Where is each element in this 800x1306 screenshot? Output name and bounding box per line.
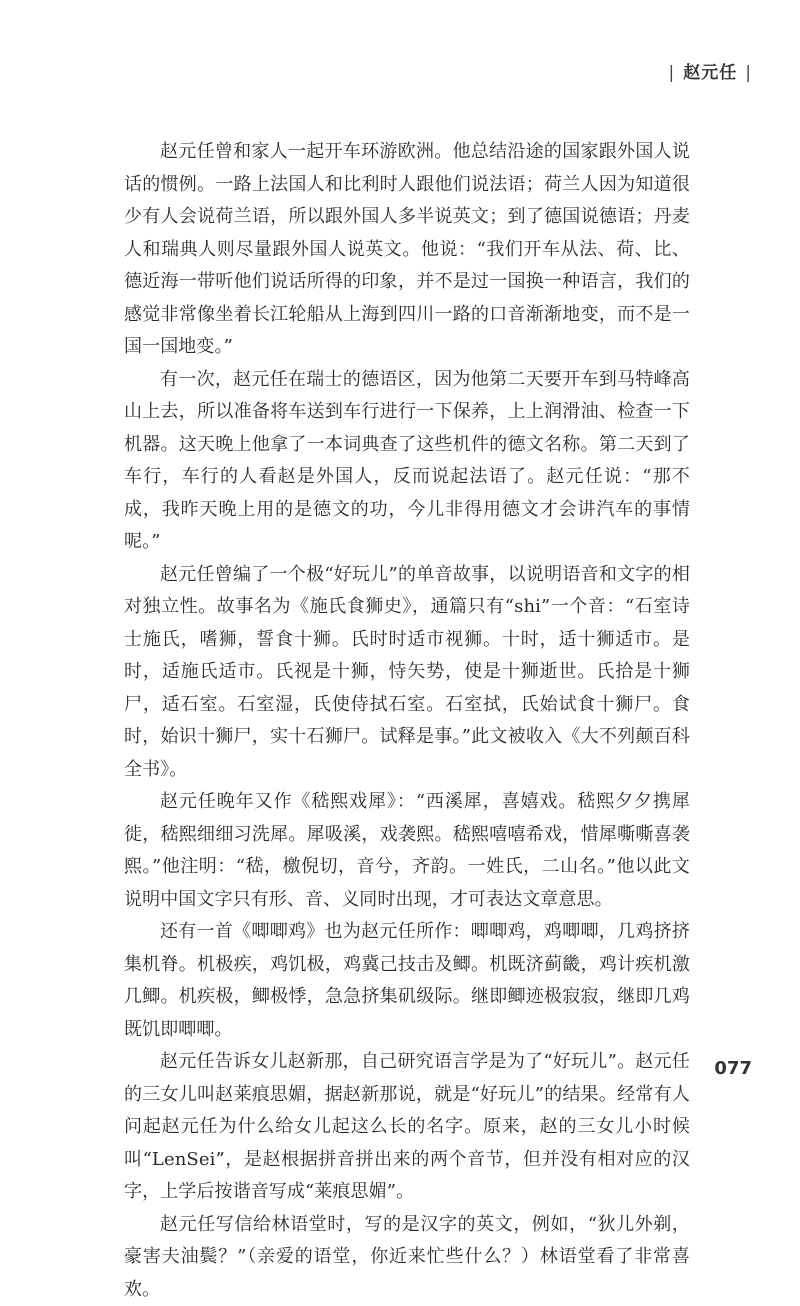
paragraph-swiss-garage: 有一次，赵元任在瑞士的德语区，因为他第二天要开车到马特峰高山上去，所以准备将车送到车行进行一下保养，上上润滑油、检查一下机器。这天晚上他拿了一本词典查了这些机件的德文名称。第二天到了车行，车行的人看赵是外国人，反而说起法语了。赵元任说：“那不成，我昨天晚上用的是德文的功，今儿非得用德文才会讲汽车的事情呢。”	[124, 364, 690, 559]
header-bar-left: |	[661, 63, 684, 83]
paragraph-chicken-poem: 还有一首《唧唧鸡》也为赵元任所作：唧唧鸡，鸡唧唧，几鸡挤挤集机脊。机极疾，鸡饥极，鸡冀己技击及鲫。机既济蓟畿，鸡计疾机激几鲫。机疾极，鲫极悸，急急挤集矶级际。继即鲫迹极寂寂，继即几鸡既饥即唧唧。	[124, 916, 690, 1046]
page-number: 077	[714, 1058, 752, 1079]
paragraph-lion-story: 赵元任曾编了一个极“好玩儿”的单音故事，以说明语音和文字的相对独立性。故事名为《施氏食狮史》，通篇只有“shi”一个音：“石室诗士施氏，嗜狮，誓食十狮。氏时时适市视狮。十时，适十狮适市。是时，适施氏适市。氏视是十狮，恃矢势，使是十狮逝世。氏拾是十狮尸，适石室。石室湿，氏使侍拭石室。石室拭，氏始试食十狮尸。食时，始识十狮尸，实十石狮尸。试释是事。”此文被收入《大不列颠百科全书》。	[124, 559, 690, 787]
paragraph-daughter-name: 赵元任告诉女儿赵新那，自己研究语言学是为了“好玩儿”。赵元任的三女儿叫赵莱痕思媚，据赵新那说，就是“好玩儿”的结果。经常有人问起赵元任为什么给女儿起这么长的名字。原来，赵的三女儿小时候叫“LenSei”，是赵根据拼音拼出来的两个音节，但并没有相对应的汉字，上学后按谐音写成“莱痕思媚”。	[124, 1046, 690, 1209]
paragraph-europe-trip: 赵元任曾和家人一起开车环游欧洲。他总结沿途的国家跟外国人说话的惯例。一路上法国人和比利时人跟他们说法语；荷兰人因为知道很少有人会说荷兰语，所以跟外国人多半说英文；到了德国说德语；丹麦人和瑞典人则尽量跟外国人说英文。他说：“我们开车从法、荷、比、德近海一带听他们说话所得的印象，并不是过一国换一种语言，我们的感觉非常像坐着长江轮船从上海到四川一路的口音渐渐地变，而不是一国一国地变。”	[124, 136, 690, 364]
header-bar-right: |	[737, 63, 760, 83]
chapter-title: 赵元任	[683, 63, 737, 83]
running-header	[661, 58, 760, 83]
paragraph-rhino-story: 赵元任晚年又作《嵇熙戏犀》：“西溪犀，喜嬉戏。嵇熙夕夕携犀徙，嵇熙细细习洗犀。犀吸溪，戏袭熙。嵇熙嘻嘻希戏，惜犀嘶嘶喜袭熙。”他注明：“嵇，檄倪切，音兮，齐韵。一姓氏，二山名。”他以此文说明中国文字只有形、音、义同时出现，才可表达文章意思。	[124, 786, 690, 916]
body-text	[124, 136, 690, 1306]
paragraph-letter-lin-yutang: 赵元任写信给林语堂时，写的是汉字的英文，例如，“狄儿外剃，豪害夫油鬓？”（亲爱的语堂，你近来忙些什么？）林语堂看了非常喜欢。	[124, 1209, 690, 1306]
